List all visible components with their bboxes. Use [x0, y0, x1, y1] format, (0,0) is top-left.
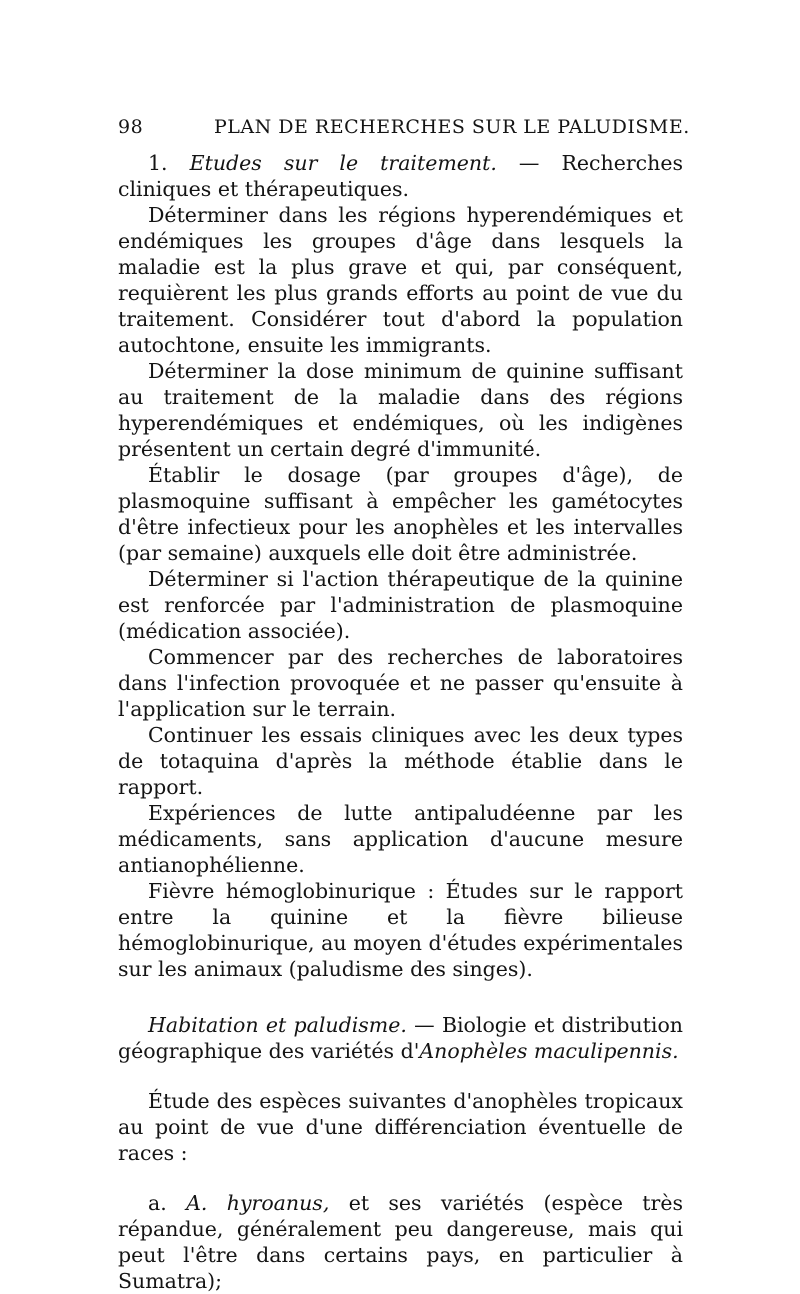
paragraph: Déterminer la dose minimum de quinine suffisant au traitement de la maladie dans des régions hyperendémiques et endémiques, où les indigènes présentent un certain degré d'immunité.: [118, 359, 683, 461]
running-title: PLAN DE RECHERCHES SUR LE PALUDISME.: [214, 116, 690, 138]
section-title: Etudes sur le traitement.: [189, 151, 497, 175]
section-subtitle: — Recherches cliniques et thérapeutiques.: [118, 151, 683, 201]
page-header: [118, 116, 690, 146]
paragraph: Déterminer si l'action thérapeutique de la quinine est renforcée par l'administration de plasmoquine (médication associée).: [118, 567, 683, 643]
list-item-text: et ses variétés (espèce très répandue, généralement peu dangereuse, mais qui peut l'être dans certains pays, en particulier à Sumatra);: [118, 1191, 683, 1293]
paragraph: Déterminer dans les régions hyperendémiques et endémiques les groupes d'âge dans lesquels la maladie est la plus grave et qui, par conséquent, requièrent les plus grands efforts au point de vue du traitement. Considérer tout d'abord la population autochtone, ensuite les immigrants.: [118, 203, 683, 357]
paragraph: Commencer par des recherches de laboratoires dans l'infection provoquée et ne passer qu'ensuite à l'application sur le terrain.: [118, 645, 683, 721]
paragraph: Continuer les essais cliniques avec les deux types de totaquina d'après la méthode établie dans le rapport.: [118, 723, 683, 799]
list-marker: a.: [148, 1191, 167, 1215]
section-heading-habitation: [118, 1012, 683, 1064]
paragraph: Fièvre hémoglobinurique : Études sur le rapport entre la quinine et la fièvre bilieuse hémoglobinurique, au moyen d'études expérimentales sur les animaux (paludisme des singes).: [118, 879, 683, 981]
habitation-text: — Biologie et distribution géographique des variétés d': [118, 1013, 683, 1063]
species-name: Anophèles maculipennis.: [419, 1039, 679, 1063]
section-number: 1.: [148, 151, 168, 175]
habitation-title: Habitation et paludisme.: [148, 1013, 407, 1037]
paragraph: Établir le dosage (par groupes d'âge), de plasmoquine suffisant à empêcher les gamétocytes d'être infectieux pour les anophèles et les intervalles (par semaine) auxquels elle doit être administrée.: [118, 463, 683, 565]
paragraph: Expériences de lutte antipaludéenne par les médicaments, sans application d'aucune mesure antianophélienne.: [118, 801, 683, 877]
list-item: [118, 1190, 683, 1294]
page-body: [118, 150, 683, 1294]
page-number: 98: [118, 116, 144, 138]
study-paragraph: Étude des espèces suivantes d'anophèles tropicaux au point de vue d'une différenciation éventuelle de races :: [118, 1089, 683, 1165]
section-heading-treatment: [118, 150, 683, 202]
species-name: A. hyroanus,: [186, 1191, 330, 1215]
